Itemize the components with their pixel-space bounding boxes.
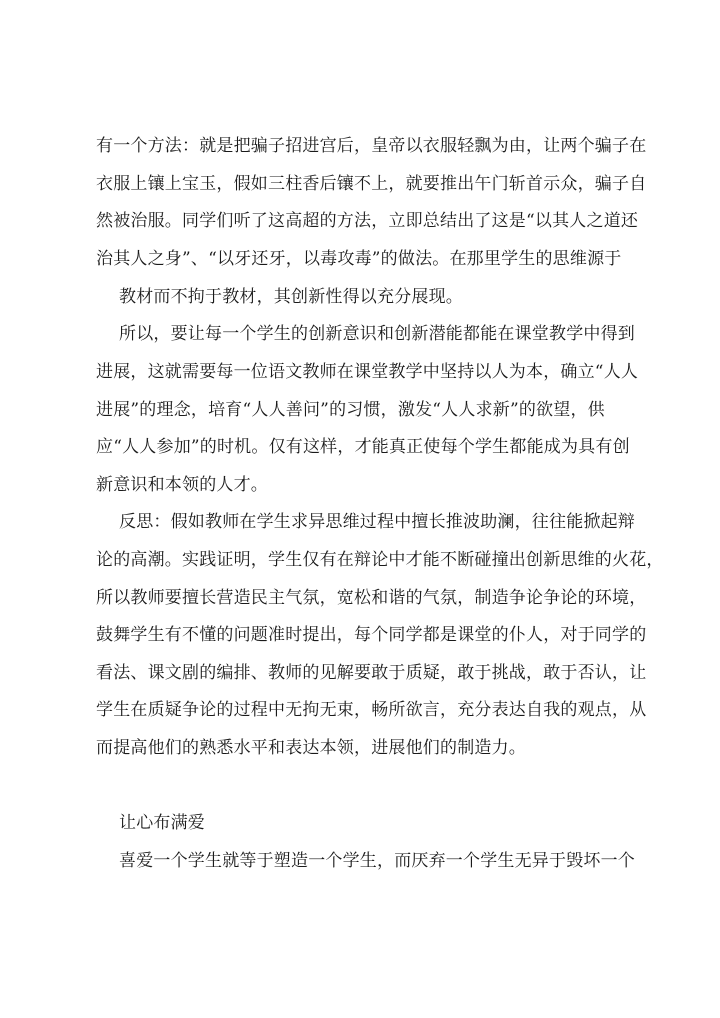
paragraph-line: 论的高潮。实践证明，学生仅有在辩论中才能不断碰撞出创新思维的火花， (96, 550, 664, 570)
paragraph-line: 所以教师要擅长营造民主气氛，宽松和谐的气氛，制造争论争论的环境， (96, 588, 647, 608)
paragraph-line: 进展”的理念，培育“人人善问”的习惯，激发“人人求新”的欲望，供 (96, 400, 605, 420)
paragraph-line: 反思：假如教师在学生求异思维过程中擅长推波助澜，往往能掀起辩 (119, 512, 635, 532)
section-title: 让心布满爱 (119, 813, 205, 833)
paragraph-line: 治其人之身”、“以牙还牙，以毒攻毒”的做法。在那里学生的思维源于 (96, 249, 622, 269)
paragraph-line: 有一个方法：就是把骗子招进宫后，皇帝以衣服轻飘为由，让两个骗子在 (96, 136, 647, 156)
paragraph-line: 看法、课文剧的编排、教师的见解要敢于质疑，敢于挑战，敢于否认，让 (96, 663, 647, 683)
paragraph-line: 教材而不拘于教材，其创新性得以充分展现。 (119, 287, 463, 307)
paragraph-line: 所以，要让每一个学生的创新意识和创新潜能都能在课堂教学中得到 (119, 324, 635, 344)
paragraph-line: 鼓舞学生有不懂的问题准时提出，每个同学都是课堂的仆人，对于同学的 (96, 625, 647, 645)
paragraph-line: 然被治服。同学们听了这高超的方法，立即总结出了这是“以其人之道还 (96, 211, 639, 231)
paragraph-line: 学生在质疑争论的过程中无拘无束，畅所欲言，充分表达自我的观点，从 (96, 700, 647, 720)
paragraph-line: 喜爱一个学生就等于塑造一个学生，而厌弃一个学生无异于毁坏一个 (119, 851, 635, 871)
paragraph-line: 进展，这就需要每一位语文教师在课堂教学中坚持以人为本，确立“人人 (96, 362, 639, 382)
paragraph-line: 应“人人参加”的时机。仅有这样，才能真正使每个学生都能成为具有创 (96, 437, 630, 457)
paragraph-line: 衣服上镶上宝玉，假如三柱香后镶不上，就要推出午门斩首示众，骗子自 (96, 174, 647, 194)
paragraph-line: 新意识和本领的人才。 (96, 475, 268, 495)
paragraph-line: 而提高他们的熟悉水平和表达本领，进展他们的制造力。 (96, 738, 526, 758)
